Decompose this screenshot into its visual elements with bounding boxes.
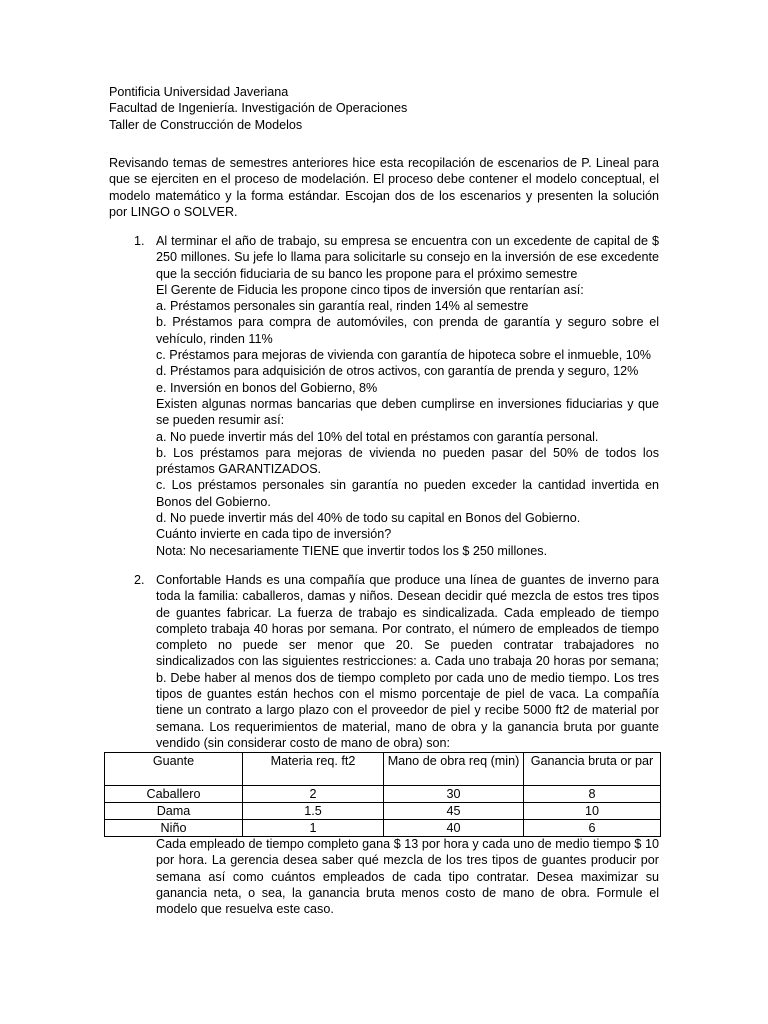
bank-rule-b: b. Los préstamos para mejoras de vivienda no pueden pasar del 50% de todos los préstamos GARANTIZADOS. — [156, 445, 659, 477]
table-cell: Dama — [105, 803, 243, 820]
problem-1 — [109, 233, 659, 559]
problem-1-question: Cuánto invierte en cada tipo de inversión? — [156, 527, 392, 542]
header-cell: Materia req. ft2 — [243, 753, 384, 786]
faculty-name: Facultad de Ingeniería. Investigación de Operaciones — [109, 101, 408, 116]
problem-2-number: 2. — [134, 573, 145, 587]
bank-rules-intro: Existen algunas normas bancarias que deben cumplirse en inversiones fiduciarias y que se pueden resumir así: — [156, 396, 659, 428]
problem-1-note: Nota: No necesariamente TIENE que invertir todos los $ 250 millones. — [156, 543, 548, 558]
investment-option-d: d. Préstamos para adquisición de otros activos, con garantía de prenda y seguro, 12% — [156, 364, 639, 379]
gloves-table — [104, 752, 661, 837]
problem-2-conclusion: Cada empleado de tiempo completo gana $ 13 por hora y cada uno de medio tiempo $ 10 por hora. La gerencia desea saber qué mezcla de los tres tipos de guantes producir por semana así como cuántos empleados de cada tipo contratar. Desea maximizar su ganancia neta, o sea, la ganancia bruta menos costo de mano de obra. Formule el modelo que resuelva este caso. — [156, 837, 659, 917]
table-cell: 45 — [384, 803, 524, 820]
bank-rule-d: d. No puede invertir más del 40% de todo su capital en Bonos del Gobierno. — [156, 511, 581, 526]
table-cell: 30 — [384, 786, 524, 803]
investment-option-a: a. Préstamos personales sin garantía real, rinden 14% al semestre — [156, 299, 529, 314]
problem-2 — [109, 572, 659, 751]
header-cell: Ganancia bruta or par — [524, 753, 661, 786]
intro-paragraph: Revisando temas de semestres anteriores hice esta recopilación de escenarios de P. Lineal para que se ejerciten en el proceso de modelación. El proceso debe contener el modelo conceptual, el modelo matemático y la forma estándar. Escojan dos de los escenarios y presenten la solución por LINGO o SOLVER. — [109, 156, 659, 219]
table-cell: 1 — [243, 820, 384, 837]
gloves-table-header — [105, 753, 661, 786]
investment-option-e: e. Inversión en bonos del Gobierno, 8% — [156, 380, 378, 395]
table-cell: 40 — [384, 820, 524, 837]
investment-option-b: b. Préstamos para compra de automóviles, con prenda de garantía y seguro sobre el vehículo, rinden 11% — [156, 315, 659, 346]
problem-1-statement: Al terminar el año de trabajo, su empresa se encuentra con un excedente de capital de $ 250 millones. Su jefe lo llama para solicitarle su consejo en la inversión de ese excedente que la sección fiduciaria de su banco les propone para el próximo semestre — [156, 234, 659, 281]
table-row — [105, 786, 661, 803]
table-cell: 2 — [243, 786, 384, 803]
table-row — [105, 803, 661, 820]
table-cell: Caballero — [105, 786, 243, 803]
table-row — [105, 820, 661, 837]
header-cell: Mano de obra req (min) — [384, 753, 524, 786]
table-cell: Niño — [105, 820, 243, 837]
header-cell: Guante — [105, 753, 243, 786]
investment-option-c: c. Préstamos para mejoras de vivienda con garantía de hipoteca sobre el inmueble, 10% — [156, 348, 651, 363]
bank-rule-c: c. Los préstamos personales sin garantía no pueden exceder la cantidad invertida en Bonos del Gobierno. — [156, 478, 659, 509]
table-cell: 6 — [524, 820, 661, 837]
university-name: Pontificia Universidad Javeriana — [109, 85, 289, 99]
document-header — [109, 84, 669, 133]
workshop-title: Taller de Construcción de Modelos — [109, 117, 303, 132]
bank-rule-a: a. No puede invertir más del 10% del total en préstamos con garantía personal. — [156, 429, 599, 444]
table-cell: 8 — [524, 786, 661, 803]
problem-1-number: 1. — [134, 234, 145, 248]
table-cell: 10 — [524, 803, 661, 820]
problem-1-offer: El Gerente de Fiducia les propone cinco tipos de inversión que rentarían así: — [156, 282, 584, 297]
table-cell: 1.5 — [243, 803, 384, 820]
problem-2-statement: Confortable Hands es una compañía que produce una línea de guantes de inverno para toda la familia: caballeros, damas y niños. Desean decidir qué mezcla de estos tres tipos de guantes fabricar. La fuerza de trabajo es sindicalizada. Cada empleado de tiempo completo trabaja 40 horas por semana. Por contrato, el número de empleados de tiempo completo no puede ser menor que 20. Se pueden contratar trabajadores no sindicalizados con las siguientes restricciones: a. Cada uno trabaja 20 horas por semana; b. Debe haber al menos dos de tiempo completo por cada uno de medio tiempo. Los tres tipos de guantes están hechos con el mismo porcentaje de piel de vaca. La compañía tiene un contrato a largo plazo con el proveedor de piel y recibe 5000 ft2 de material por semana. Los requerimientos de material, mano de obra y la ganancia bruta por guante vendido (sin considerar costo de mano de obra) son: — [156, 573, 659, 750]
